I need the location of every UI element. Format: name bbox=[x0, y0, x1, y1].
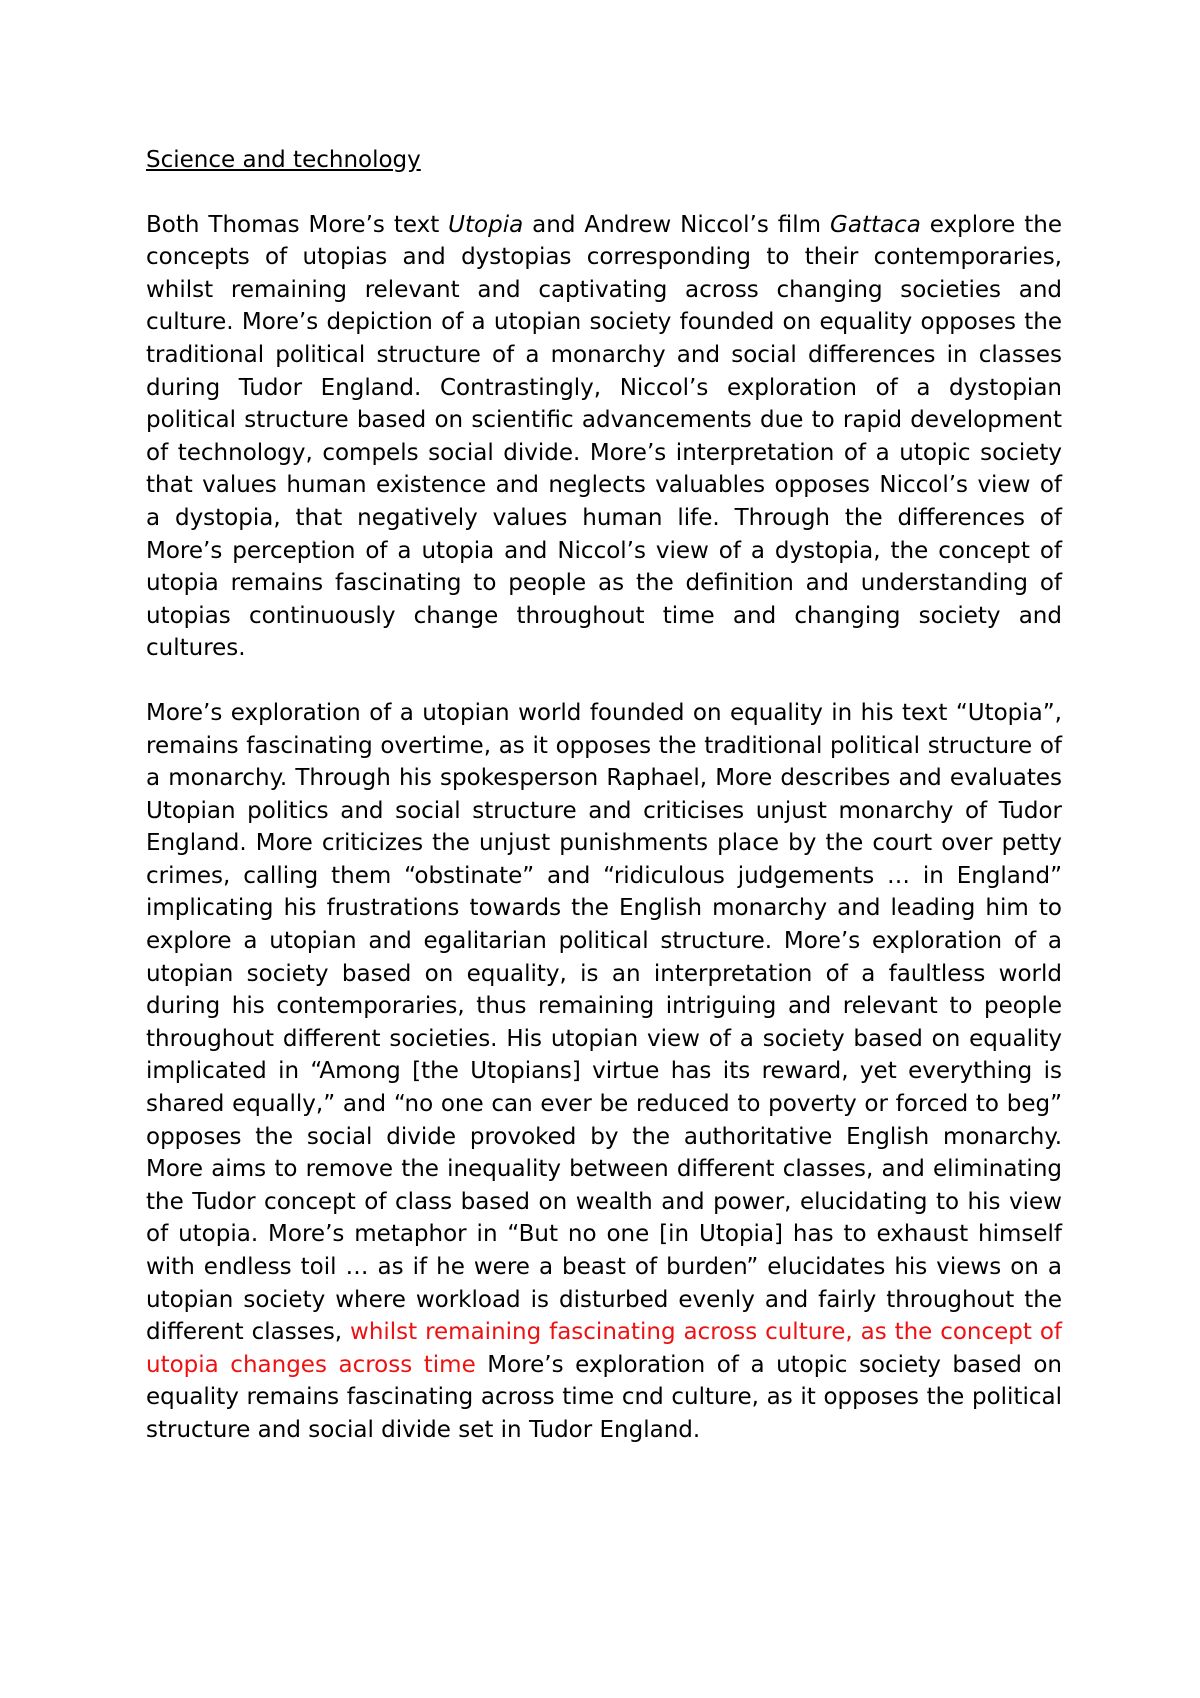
title-gattaca: Gattaca bbox=[830, 211, 921, 238]
paragraph-intro-text-2: and Andrew Niccol’s film bbox=[523, 211, 831, 238]
highlighted-red-text: whilst remaining fascinating across culture, as the concept of utopia changes across time bbox=[146, 1319, 1062, 1378]
document-page bbox=[146, 144, 1062, 1479]
paragraph-body-text-1: More’s exploration of a utopian world founded on equality in his text “Utopia”, remains fascinating overtime, as it opposes the traditional political structure of a monarchy. Through his spokesperson Raphael, More describes and evaluates Utopian politics and social structure and criticises unjust monarchy of Tudor England. More criticizes the unjust punishments place by the court over petty crimes, calling them “obstinate” and “ridiculous judgements … in England” implicating his frustrations towards the English monarchy and leading him to explore a utopian and egalitarian political structure. More’s exploration of a utopian society based on equality, is an interpretation of a faultless world during his contemporaries, thus remaining intriguing and relevant to people throughout different societies. His utopian view of a society based on equality implicated in “Among [the Utopians] virtue has its reward, yet everything is shared equally,” and “no one can ever be reduced to poverty or forced to beg” opposes the social divide provoked by the authoritative English monarchy. More aims to remove the inequality between different classes, and eliminating the Tudor concept of class based on wealth and power, elucidating to his view of utopia. More’s metaphor in “But no one [in Utopia] has to exhaust himself with endless toil … as if he were a beast of burden” elucidates his views on a utopian society where workload is disturbed evenly and fairly throughout the different classes, bbox=[146, 699, 1062, 1346]
paragraph-intro-text-3: explore the concepts of utopias and dystopias corresponding to their contemporaries, whilst remaining relevant and captivating across changing societies and culture. More’s depiction of a utopian society founded on equality opposes the traditional political structure of a monarchy and social differences in classes during Tudor England. Contrastingly, Niccol’s exploration of a dystopian political structure based on scientific advancements due to rapid development of technology, compels social divide. More’s interpretation of a utopic society that values human existence and neglects valuables opposes Niccol’s view of a dystopia, that negatively values human life. Through the differences of More’s perception of a utopia and Niccol’s view of a dystopia, the concept of utopia remains fascinating to people as the definition and understanding of utopias continuously change throughout time and changing society and cultures. bbox=[146, 211, 1062, 662]
section-heading: Science and technology bbox=[146, 147, 421, 173]
title-utopia: Utopia bbox=[448, 211, 524, 238]
paragraph-body-text-2: More’s exploration of a utopic society based on equality remains fascinating across time cnd culture, as it opposes the political structure and social divide set in Tudor England. bbox=[146, 1351, 1062, 1443]
paragraph-intro-text-1: Both Thomas More’s text bbox=[146, 211, 449, 238]
paragraph-intro bbox=[146, 209, 1062, 665]
paragraph-body bbox=[146, 697, 1062, 1447]
